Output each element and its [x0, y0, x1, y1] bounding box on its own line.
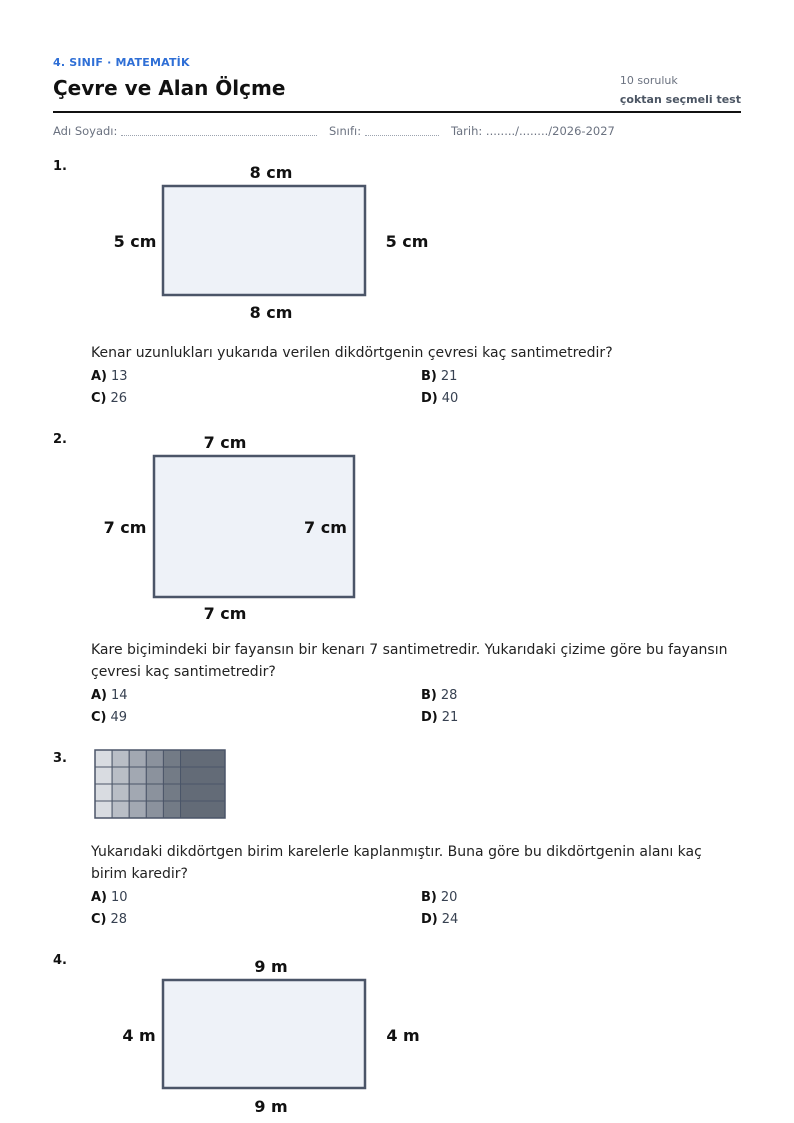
option-c[interactable] [91, 912, 127, 927]
option-value: 40 [441, 391, 459, 406]
option-letter: A) [91, 369, 108, 384]
question-text: Kenar uzunlukları yukarıda verilen dikdörtgenin çevresi kaç santimetredir? [91, 345, 613, 361]
right-side-label: 5 cm [385, 232, 429, 251]
date-label: Tarih: ......../......../2026-2027 [451, 124, 615, 138]
class-field[interactable] [365, 135, 439, 136]
bottom-side-label: 9 m [254, 1097, 288, 1116]
top-side-label: 8 cm [249, 163, 293, 182]
left-side-label: 5 cm [113, 232, 157, 251]
page-title: Çevre ve Alan Ölçme [53, 76, 286, 100]
option-d[interactable] [421, 710, 458, 725]
option-letter: D) [421, 391, 438, 406]
option-value: 13 [111, 369, 128, 384]
question-text: Kare biçimindeki bir fayansın bir kenarı 7 santimetredir. Yukarıdaki çizime göre bu fayansın çevresi kaç santimetredir? [91, 642, 728, 680]
question-number: 3. [53, 751, 67, 766]
option-a[interactable] [91, 369, 128, 384]
test-type: çoktan seçmeli test [619, 93, 741, 106]
unit-square [112, 767, 129, 784]
question-number: 2. [53, 432, 67, 447]
unit-square [146, 767, 163, 784]
unit-square [95, 801, 112, 818]
unit-square [181, 801, 225, 818]
right-side-label: 7 cm [304, 518, 347, 537]
bottom-side-label: 7 cm [203, 604, 247, 623]
rectangle-figure [100, 158, 440, 328]
left-side-label: 7 cm [103, 518, 147, 537]
student-info-row [53, 124, 741, 140]
option-d[interactable] [421, 391, 458, 406]
option-letter: C) [91, 710, 107, 725]
unit-square [181, 750, 225, 767]
option-b[interactable] [421, 890, 457, 905]
option-value: 24 [441, 912, 459, 927]
unit-square [129, 767, 146, 784]
unit-square [95, 767, 112, 784]
unit-square [146, 784, 163, 801]
worksheet-header [53, 56, 741, 106]
top-side-label: 7 cm [203, 433, 247, 452]
option-value: 21 [441, 710, 459, 725]
name-field[interactable] [121, 135, 317, 136]
option-letter: D) [421, 912, 438, 927]
option-c[interactable] [91, 391, 127, 406]
question-number: 1. [53, 159, 67, 174]
name-label: Adı Soyadı: [53, 124, 118, 138]
bottom-side-label: 8 cm [249, 303, 293, 322]
header-divider [53, 111, 741, 113]
option-a[interactable] [91, 890, 128, 905]
option-value: 14 [111, 688, 128, 703]
unit-square [129, 801, 146, 818]
option-letter: D) [421, 710, 438, 725]
option-b[interactable] [421, 688, 457, 703]
unit-square [112, 750, 129, 767]
top-side-label: 9 m [254, 957, 288, 976]
square-figure [91, 427, 347, 627]
option-letter: C) [91, 391, 107, 406]
option-letter: B) [421, 688, 437, 703]
rectangle-shape [163, 186, 365, 295]
option-letter: A) [91, 688, 108, 703]
option-c[interactable] [91, 710, 127, 725]
option-value: 26 [110, 391, 128, 406]
right-side-label: 4 m [386, 1026, 420, 1045]
unit-square [146, 750, 163, 767]
subject-kicker: 4. SINIF · MATEMATİK [53, 56, 190, 69]
option-b[interactable] [421, 369, 457, 384]
unit-square [112, 801, 129, 818]
unit-square [163, 767, 180, 784]
unit-square [163, 801, 180, 818]
unit-square [181, 784, 225, 801]
unit-square-grid [94, 749, 226, 819]
class-label: Sınıfı: [329, 124, 362, 138]
unit-square [163, 784, 180, 801]
option-letter: A) [91, 890, 108, 905]
unit-square [146, 801, 163, 818]
option-value: 28 [110, 912, 128, 927]
unit-square [181, 767, 225, 784]
option-value: 21 [440, 369, 458, 384]
question-count: 10 soruluk [619, 74, 678, 87]
unit-square [112, 784, 129, 801]
option-value: 20 [440, 890, 458, 905]
option-a[interactable] [91, 688, 128, 703]
rectangle-shape [163, 980, 365, 1088]
unit-square [95, 784, 112, 801]
option-letter: B) [421, 890, 437, 905]
option-value: 49 [110, 710, 128, 725]
question-text: Yukarıdaki dikdörtgen birim karelerle kaplanmıştır. Buna göre bu dikdörtgenin alanı kaç birim karedir? [91, 844, 702, 882]
unit-square [129, 784, 146, 801]
option-value: 10 [111, 890, 128, 905]
option-letter: B) [421, 369, 437, 384]
left-side-label: 4 m [122, 1026, 156, 1045]
option-d[interactable] [421, 912, 458, 927]
rectangle-figure [100, 952, 440, 1123]
question-number: 4. [53, 953, 67, 968]
unit-square [163, 750, 180, 767]
test-meta [620, 71, 741, 109]
option-letter: C) [91, 912, 107, 927]
unit-square [95, 750, 112, 767]
option-value: 28 [440, 688, 458, 703]
unit-square [129, 750, 146, 767]
